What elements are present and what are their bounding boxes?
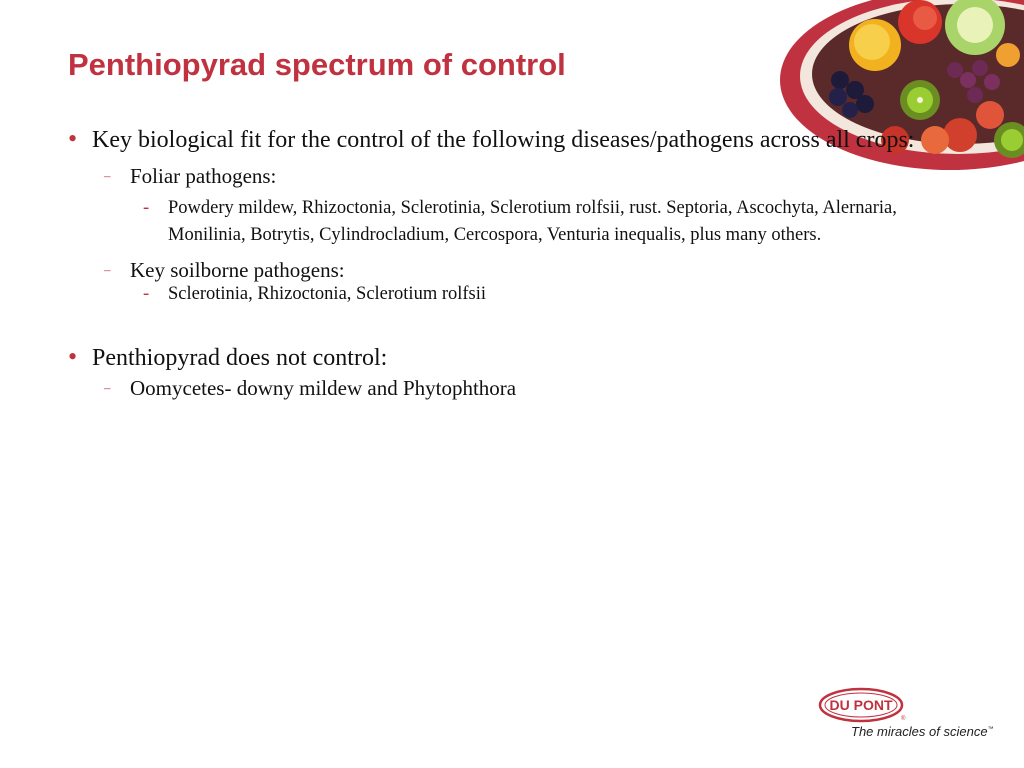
sub-bullet-oomycetes: – Oomycetes- downy mildew and Phytophthora bbox=[68, 373, 948, 403]
sub-sub-bullet-marker: - bbox=[143, 284, 150, 304]
sub-bullet-marker: – bbox=[104, 262, 111, 277]
sub-sub-bullet-marker: - bbox=[143, 198, 150, 218]
slide-title: Penthiopyrad spectrum of control bbox=[68, 47, 566, 82]
bullet-marker: • bbox=[68, 342, 78, 371]
trademark-mark: ™ bbox=[987, 726, 994, 733]
dupont-logo bbox=[818, 686, 908, 724]
foliar-pathogen-list: - Powdery mildew, Rhizoctonia, Sclerotinia, Sclerotium rolfsii, rust. Septoria, Ascochyta, Alernaria, Monilinia, Botrytis, Cylindrocladium, Cercospora, Venturia inequalis, plus many others. bbox=[68, 195, 948, 249]
bullet-marker: • bbox=[68, 124, 78, 153]
sub-bullet-foliar-pathogens: – Foliar pathogens: bbox=[68, 161, 948, 191]
logo-text: DU PONT bbox=[829, 697, 893, 713]
tagline: The miracles of science™ bbox=[851, 724, 994, 739]
soilborne-pathogen-list: - Sclerotinia, Rhizoctonia, Sclerotium rolfsii bbox=[68, 281, 948, 308]
logo-registered-mark: ® bbox=[901, 716, 906, 722]
bullet-key-biological-fit: • Key biological fit for the control of the following diseases/pathogens across all crops: bbox=[68, 124, 915, 153]
sub-bullet-marker: – bbox=[104, 168, 111, 183]
slide-content bbox=[68, 124, 948, 407]
sub-bullet-marker: – bbox=[104, 380, 111, 395]
sub-bullet-soilborne-pathogens: – Key soilborne pathogens: bbox=[68, 255, 948, 285]
bullet-does-not-control: • Penthiopyrad does not control: bbox=[68, 342, 388, 371]
